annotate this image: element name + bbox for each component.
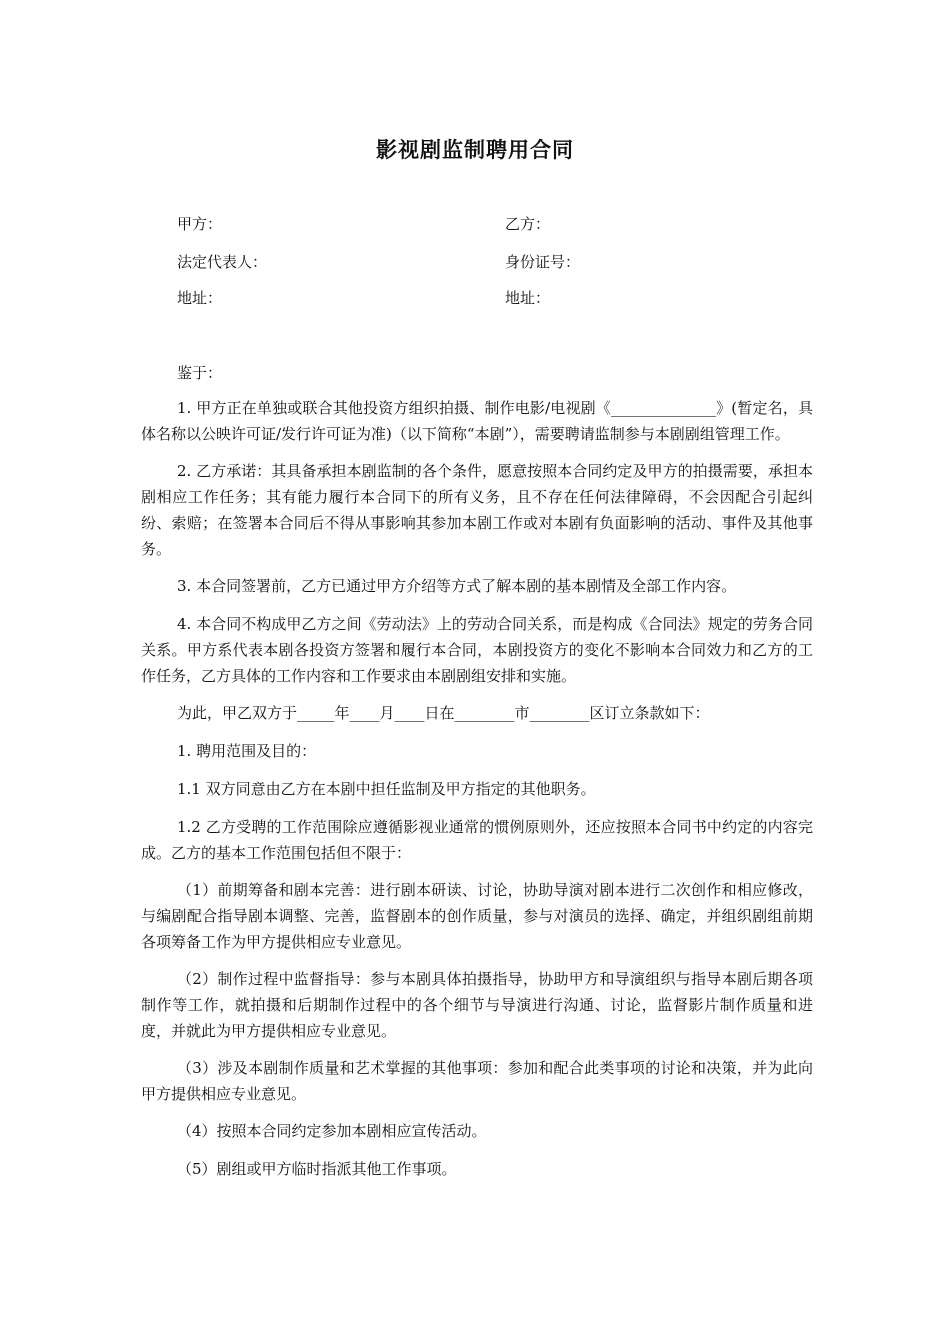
paragraph-item-3: （3）涉及本剧制作质量和艺术掌握的其他事项：参加和配合此类事项的讨论和决策，并为此向甲方提供相应专业意见。 [141, 1059, 813, 1103]
party-a-address: 地址： [177, 289, 223, 307]
paragraph-section-1-heading: 1. 聘用范围及目的： [177, 742, 317, 760]
paragraph-whereas: 鉴于： [177, 364, 223, 382]
paragraph-recital-1: 1. 甲方正在单独或联合其他投资方组织拍摄、制作电影/电视剧《______________》(暂定名，具体名称以公映许可证/发行许可证为准)（以下简称“本剧”），需要聘请监制参与本剧剧组管理工作。 [141, 399, 813, 443]
paragraph-section-1-1: 1.1 双方同意由乙方在本剧中担任监制及甲方指定的其他职务。 [177, 780, 596, 798]
paragraph-item-2: （2）制作过程中监督指导：参与本剧具体拍摄指导，协助甲方和导演组织与指导本剧后期各项制作等工作，就拍摄和后期制作过程中的各个细节与导演进行沟通、讨论，监督影片制作质量和进度，并就此为甲方提供相应专业意见。 [141, 970, 813, 1040]
party-b-id-number: 身份证号： [505, 253, 581, 271]
paragraph-item-5: （5）剧组或甲方临时指派其他工作事项。 [177, 1160, 457, 1178]
paragraph-recital-3: 3. 本合同签署前，乙方已通过甲方介绍等方式了解本剧的基本剧情及全部工作内容。 [177, 577, 737, 595]
paragraph-item-4: （4）按照本合同约定参加本剧相应宣传活动。 [177, 1122, 487, 1140]
party-b-label: 乙方： [505, 215, 551, 233]
paragraph-recital-4: 4. 本合同不构成甲乙方之间《劳动法》上的劳动合同关系，而是构成《合同法》规定的劳务合同关系。甲方系代表本剧各投资方签署和履行本合同，本剧投资方的变化不影响本合同效力和乙方的工作任务，乙方具体的工作内容和工作要求由本剧剧组安排和实施。 [141, 615, 813, 685]
paragraph-item-1: （1）前期筹备和剧本完善：进行剧本研读、讨论，协助导演对剧本进行二次创作和相应修改，与编剧配合指导剧本调整、完善，监督剧本的创作质量，参与对演员的选择、确定，并组织剧组前期各项筹备工作为甲方提供相应专业意见。 [141, 881, 813, 951]
paragraph-recital-2: 2. 乙方承诺：其具备承担本剧监制的各个条件，愿意按照本合同约定及甲方的拍摄需要，承担本剧相应工作任务；其有能力履行本合同下的所有义务，且不存在任何法律障碍，不会因配合引起纠纷、索赔；在签署本合同后不得从事影响其参加本剧工作或对本剧有负面影响的活动、事件及其他事务。 [141, 462, 813, 558]
party-b-address: 地址： [505, 289, 551, 307]
paragraph-agreement-date: 为此，甲乙双方于_____年____月____日在________市________区订立条款如下： [177, 704, 710, 722]
party-a-label: 甲方： [177, 215, 223, 233]
party-a-legal-rep: 法定代表人： [177, 253, 268, 271]
paragraph-section-1-2: 1.2 乙方受聘的工作范围除应遵循影视业通常的惯例原则外，还应按照本合同书中约定的内容完成。乙方的基本工作范围包括但不限于： [141, 818, 813, 862]
contract-body [141, 360, 813, 1193]
document-title: 影视剧监制聘用合同 [376, 138, 574, 162]
